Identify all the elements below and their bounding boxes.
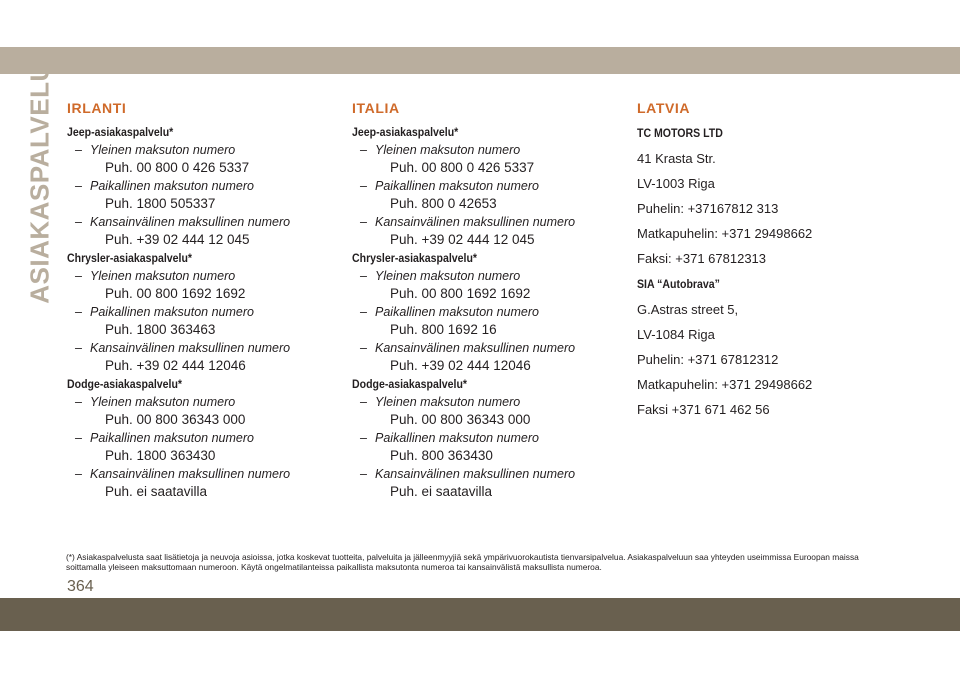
phone-number: Puh. 800 0 42653 [390,196,497,211]
phone-number: Puh. 00 800 0 426 5337 [105,160,250,175]
column-irlanti [67,100,347,501]
phone-number: Puh. +39 02 444 12046 [390,358,531,373]
phone-number: Puh. 00 800 1692 1692 [105,286,246,301]
number-type: – Kansainvälinen maksullinen numero [360,215,576,229]
number-type: – Kansainvälinen maksullinen numero [360,341,576,355]
phone-number: Puh. 00 800 1692 1692 [390,286,531,301]
number-type: – Paikallinen maksuton numero [75,431,254,445]
section-title: IRLANTI [67,100,127,116]
phone-number: Puh. 1800 363463 [105,322,216,337]
dealer-autobrava [637,275,917,418]
brand-group-dodge [67,375,347,501]
phone-number: Puh. ei saatavilla [390,484,493,499]
dealer-tc-motors [637,124,917,267]
side-tab [20,62,60,304]
brand-group-jeep [352,123,632,249]
number-type: – Kansainvälinen maksullinen numero [360,467,576,481]
dealer-fax: Faksi: +371 67812313 [637,251,767,266]
dealer-postcode: LV-1003 Riga [637,176,715,191]
phone-number: Puh. +39 02 444 12046 [105,358,246,373]
dash: – [75,143,82,157]
dash: – [360,215,367,229]
dash: – [360,395,367,409]
dash: – [360,431,367,445]
number-type: – Kansainvälinen maksullinen numero [75,341,291,355]
dash: – [360,269,367,283]
column-latvia [637,100,917,418]
number-type: – Paikallinen maksuton numero [75,179,254,193]
phone-number: Puh. 1800 505337 [105,196,216,211]
dealer-name: SIA “Autobrava” [637,277,720,291]
number-type: – Yleinen maksuton numero [360,143,521,157]
dealer-fax: Faksi +371 671 462 56 [637,402,770,417]
phone-number: Puh. 00 800 36343 000 [105,412,246,427]
side-tab-label: ASIAKASPALVELU [24,62,55,304]
number-type: – Yleinen maksuton numero [360,269,521,283]
dash: – [75,179,82,193]
dash: – [360,467,367,481]
dealer-phone: Puhelin: +371 67812312 [637,352,779,367]
brand-group-chrysler [67,249,347,375]
dash: – [360,179,367,193]
number-type: – Paikallinen maksuton numero [360,431,539,445]
phone-number: Puh. +39 02 444 12 045 [390,232,535,247]
header-band [0,47,960,74]
brand-group-dodge [352,375,632,501]
dash: – [75,269,82,283]
brand-heading: Chrysler-asiakaspalvelu* [67,251,193,265]
dealer-address: G.Astras street 5, [637,302,739,317]
dash: – [75,215,82,229]
section-title: LATVIA [637,100,691,116]
dealer-mobile: Matkapuhelin: +371 29498662 [637,226,813,241]
dealer-phone: Puhelin: +37167812 313 [637,201,779,216]
dash: – [75,305,82,319]
dash: – [75,467,82,481]
phone-number: Puh. 00 800 36343 000 [390,412,531,427]
phone-number: Puh. 800 363430 [390,448,493,463]
footnote: (*) Asiakaspalvelusta saat lisätietoja ja neuvoja asioissa, jotka koskevat tuotteita, palveluita ja jälleenmyyjiä sekä ympärivuorokautista tienvarsipalvelua. Asiakaspalveluun saa yhteyden useimmissa Euroopan maissa soittamalla yleiseen maksuttomaan numeroon. Käytä ongelmatilanteissa paikallista maksutonta numeroa tai kansainvälistä maksullista numeroa. [66,552,859,572]
number-type: – Kansainvälinen maksullinen numero [75,215,291,229]
brand-heading: Dodge-asiakaspalvelu* [67,377,183,391]
phone-number: Puh. +39 02 444 12 045 [105,232,250,247]
dealer-name: TC MOTORS LTD [637,126,723,140]
column-italia [352,100,632,501]
number-type: – Paikallinen maksuton numero [360,179,539,193]
brand-heading: Jeep-asiakaspalvelu* [352,125,459,139]
number-type: – Yleinen maksuton numero [360,395,521,409]
phone-number: Puh. 00 800 0 426 5337 [390,160,535,175]
number-type: – Yleinen maksuton numero [75,269,236,283]
brand-heading: Chrysler-asiakaspalvelu* [352,251,478,265]
section-title: ITALIA [352,100,400,116]
brand-heading: Jeep-asiakaspalvelu* [67,125,174,139]
dash: – [75,431,82,445]
dash: – [360,341,367,355]
phone-number: Puh. ei saatavilla [105,484,208,499]
brand-group-jeep [67,123,347,249]
phone-number: Puh. 800 1692 16 [390,322,497,337]
number-type: – Paikallinen maksuton numero [75,305,254,319]
footer-band [0,598,960,631]
page-number: 364 [67,578,94,595]
number-type: – Yleinen maksuton numero [75,143,236,157]
dash: – [75,395,82,409]
number-type: – Kansainvälinen maksullinen numero [75,467,291,481]
dash: – [75,341,82,355]
dealer-address: 41 Krasta Str. [637,151,716,166]
phone-number: Puh. 1800 363430 [105,448,216,463]
dash: – [360,305,367,319]
number-type: – Paikallinen maksuton numero [360,305,539,319]
number-type: – Yleinen maksuton numero [75,395,236,409]
dealer-mobile: Matkapuhelin: +371 29498662 [637,377,813,392]
dealer-postcode: LV-1084 Riga [637,327,715,342]
dash: – [360,143,367,157]
brand-group-chrysler [352,249,632,375]
brand-heading: Dodge-asiakaspalvelu* [352,377,468,391]
